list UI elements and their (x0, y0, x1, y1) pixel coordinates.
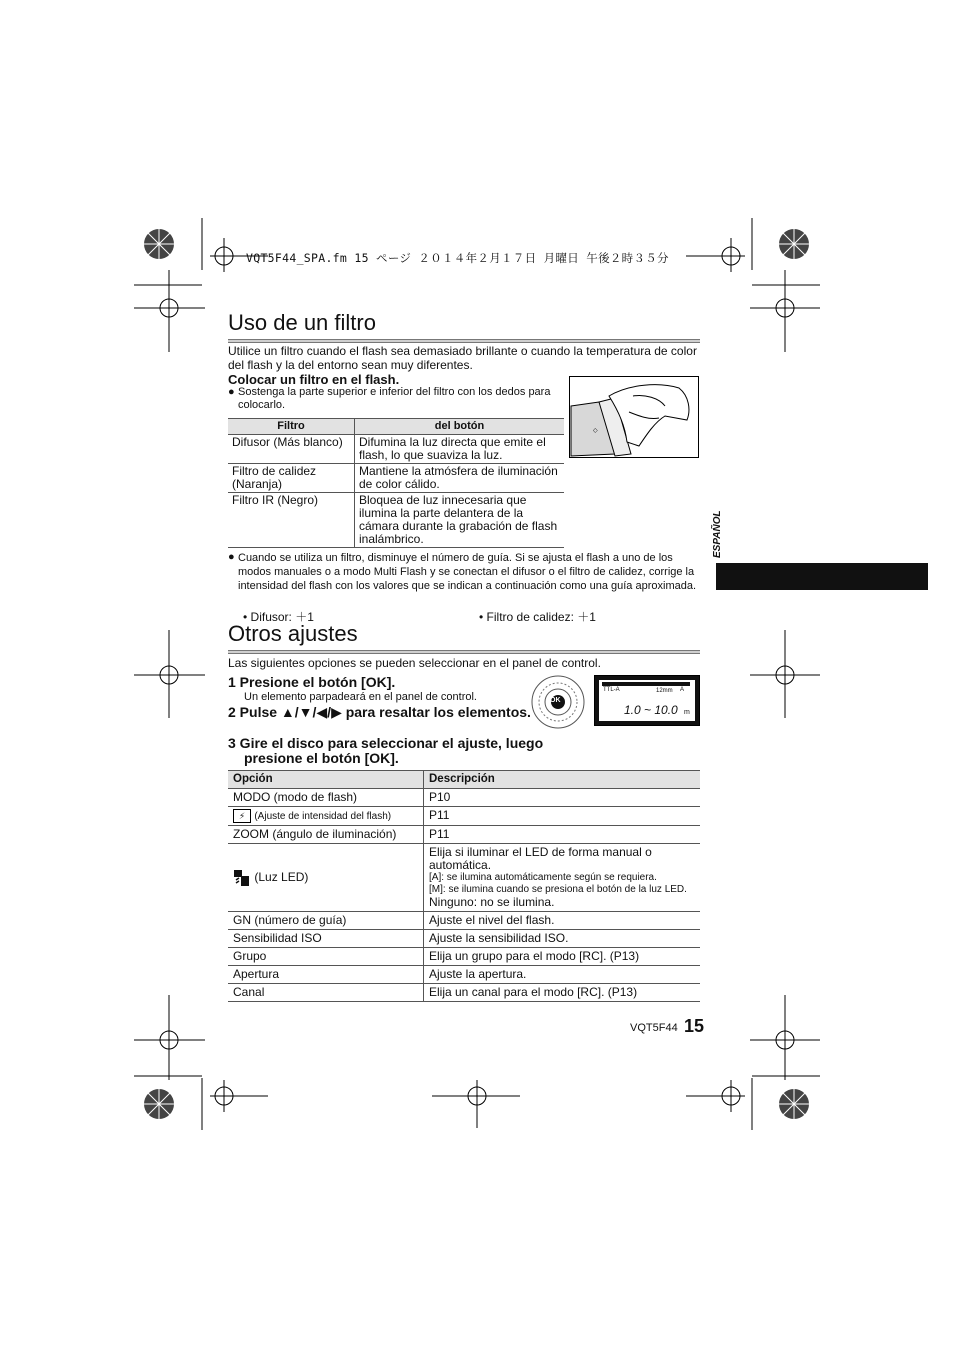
option-name: Apertura (228, 966, 424, 984)
filter-desc: Mantiene la atmósfera de iluminación de color cálido. (355, 464, 565, 493)
table-row (228, 912, 700, 930)
option-desc-cell (424, 844, 701, 912)
filter-bullet-2-text: Cuando se utiliza un filtro, disminuye el número de guía. Si se ajusta el flash a uno de los modos manuales o a modo Multi Flash y se conectan el difusor o el filtro de calidez, corrige la intensidad del flash con los valores que se indican a continuación como una guía aproximada. (238, 552, 697, 592)
lcd-unit: m (684, 709, 690, 716)
options-table (228, 770, 700, 1002)
desc-col-header: del botón (355, 419, 565, 435)
svg-text:◇: ◇ (593, 428, 598, 434)
option-desc-m: [M]: se ilumina cuando se presiona el botón de la luz LED. (429, 884, 687, 896)
option-col-header: Opción (228, 771, 424, 789)
page-number: 15 (684, 1016, 705, 1036)
table-row (228, 789, 700, 807)
option-desc: Elija un grupo para el modo [RC]. (P13) (424, 948, 701, 966)
language-tab-label: ESPAÑOL (712, 510, 723, 558)
section-title-other: Otros ajustes (228, 621, 358, 646)
other-intro: Las siguientes opciones se pueden seleccionar en el panel de control. (228, 656, 601, 670)
table-header-row (228, 771, 700, 789)
option-desc: Elija un canal para el modo [RC]. (P13) (424, 984, 701, 1002)
option-desc-none: Ninguno: no se ilumina. (429, 895, 555, 910)
filter-intro: Utilice un filtro cuando el flash sea demasiado brillante o cuando la temperatura de color del flash y la del entorno sean muy diferentes. (228, 344, 697, 372)
filter-subhead: Colocar un filtro en el flash. (228, 372, 400, 387)
ok-button-label: OK (550, 697, 561, 704)
filter-bullet-1-text: Sostenga la parte superior e inferior del filtro con los dedos para colocarlo. (238, 386, 551, 411)
option-name: (Ajuste de intensidad del flash) (254, 811, 392, 823)
lcd-ttl: TTL-A (603, 687, 620, 693)
option-desc: Ajuste el nivel del flash. (424, 912, 701, 930)
lcd-screen (599, 680, 695, 721)
table-row (228, 807, 700, 826)
footer-code: VQT5F44 (630, 1022, 678, 1034)
table-row (228, 435, 564, 464)
table-row (228, 984, 700, 1002)
filter-name: Difusor (Más blanco) (228, 435, 355, 464)
note-diffuser: • Difusor: ＋1 (243, 610, 314, 624)
lcd-tabs (602, 682, 690, 686)
lcd-range: 1.0 ~ 10.0 (624, 703, 678, 717)
lcd-panel (594, 675, 700, 726)
option-name-cell (228, 807, 424, 826)
section-rule (228, 650, 700, 654)
option-name-cell (228, 844, 424, 912)
lcd-a: A (680, 687, 685, 693)
option-name: ZOOM (ángulo de iluminación) (228, 826, 424, 844)
filter-name: Filtro de calidez (Naranja) (228, 464, 355, 493)
led-light-icon (233, 869, 251, 887)
option-desc: P11 (424, 826, 701, 844)
table-row (228, 948, 700, 966)
flash-intensity-icon: ⚡ (233, 809, 251, 823)
file-header: VQT5F44_SPA.fm 15 ページ ２０１４年２月１７日 月曜日 午後２時３５分 (246, 251, 669, 265)
table-row (228, 826, 700, 844)
step-1: 1 Presione el botón [OK]. (228, 674, 396, 690)
step-3: 3 Gire el disco para seleccionar el ajuste, luego presione el botón [OK]. (228, 735, 544, 766)
option-name: GN (número de guía) (228, 912, 424, 930)
option-desc: P11 (424, 807, 701, 826)
option-name: MODO (modo de flash) (228, 789, 424, 807)
option-desc: Elija si iluminar el LED de forma manual o automática. (429, 845, 652, 873)
table-row (228, 493, 564, 548)
option-desc: Ajuste la sensibilidad ISO. (424, 930, 701, 948)
section-rule (228, 339, 700, 343)
table-row (228, 930, 700, 948)
note-warm-filter: • Filtro de calidez: ＋1 (479, 610, 596, 624)
filter-name: Filtro IR (Negro) (228, 493, 355, 548)
table-row (228, 844, 700, 912)
option-name: Canal (228, 984, 424, 1002)
filter-col-header: Filtro (228, 419, 355, 435)
description-col-header: Descripción (424, 771, 701, 789)
filter-desc: Difumina la luz directa que emite el flash, lo que suaviza la luz. (355, 435, 565, 464)
section-title-filter: Uso de un filtro (228, 310, 376, 335)
option-desc-a: [A]: se ilumina automáticamente según se requiera. (429, 872, 657, 884)
option-desc: Ajuste la apertura. (424, 966, 701, 984)
filter-bullet-2: ● Cuando se utiliza un filtro, disminuye el número de guía. Si se ajusta el flash a uno de los modos manuales o a modo Multi Flash y se conectan el difusor o el filtro de calidez, corrige la intensidad del flash con los valores que se indican a continuación como una guía aproximada. (228, 551, 700, 593)
option-name: Grupo (228, 948, 424, 966)
step-1-sub: Un elemento parpadeará en el panel de control. (244, 691, 477, 703)
flash-filter-illustration (569, 376, 699, 458)
filter-table (228, 418, 564, 548)
filter-bullet-1: ● Sostenga la parte superior e inferior del filtro con los dedos para colocarlo. (228, 386, 558, 412)
option-name: (Luz LED) (254, 869, 309, 884)
lcd-zoom: 12mm (656, 688, 673, 694)
language-tab-block (716, 563, 928, 590)
table-header-row (228, 419, 564, 435)
table-row (228, 966, 700, 984)
option-name: Sensibilidad ISO (228, 930, 424, 948)
table-row (228, 464, 564, 493)
option-desc: P10 (424, 789, 701, 807)
step-2: 2 Pulse ▲/▼/◀/▶ para resaltar los elementos. (228, 704, 531, 720)
filter-desc: Bloquea de luz innecesaria que ilumina la parte delantera de la cámara durante la grabación de flash inalámbrico. (355, 493, 565, 548)
